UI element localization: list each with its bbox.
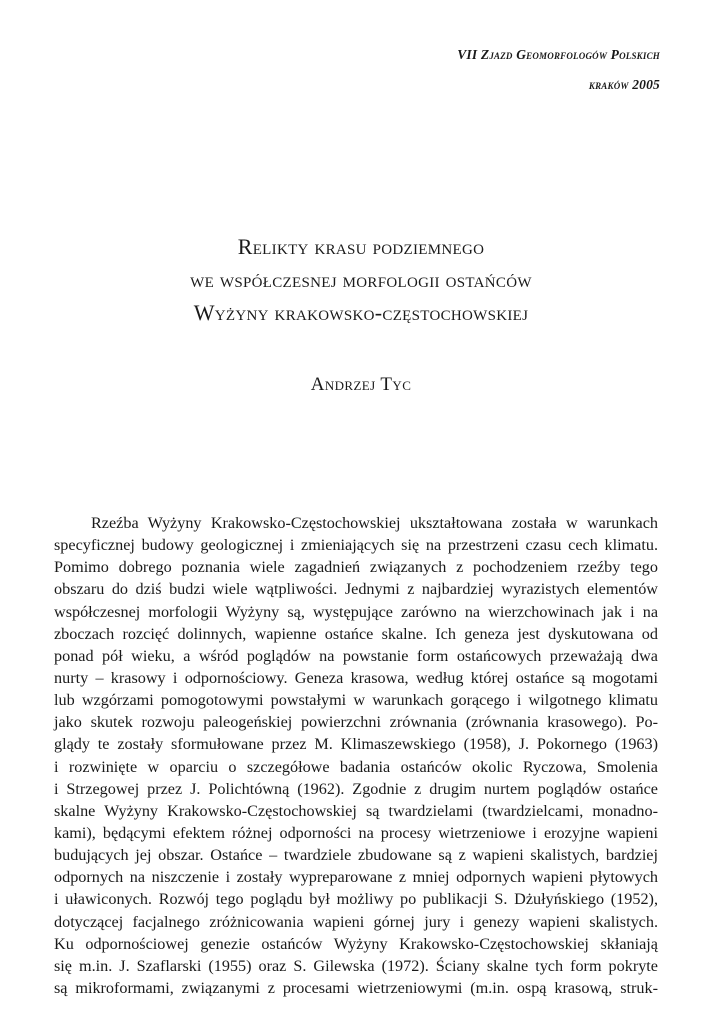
running-head-place-year: kraków 2005	[588, 77, 660, 92]
title-line: we współczesnej morfologii ostańców	[190, 267, 532, 292]
article-title	[0, 230, 722, 329]
author-name: Andrzej Tyc	[310, 374, 412, 395]
text-line: się m.in. J. Szaflarski (1955) oraz S. Gilewska (1972). Ściany skalne tych form pokryte	[54, 956, 658, 975]
text-line: współczesnej morfologii Wyżyny są, występujące zarówno na wierzchowinach jak i na	[54, 602, 658, 621]
text-line: Rzeźba Wyżyny Krakowsko-Częstochowskiej ukształtowana została w warunkach	[91, 514, 658, 532]
text-line: Ku odpornościowej genezie ostańców Wyżyny Krakowsko-Częstochowskiej skłaniają	[54, 934, 658, 953]
text-line: skalne Wyżyny Krakowsko-Częstochowskiej są twardzielami (twardzielcami, monadno-	[54, 801, 658, 820]
text-line: i Strzegowej przez J. Polichtówną (1962). Zgodnie z drugim nurtem poglądów ostańce	[54, 779, 658, 798]
text-line: ponad pół wieku, a wśród poglądów na powstanie form ostańcowych przeważają dwa	[54, 646, 658, 665]
running-head-conference: VII Zjazd Geomorfologów Polskich	[457, 47, 660, 62]
text-line: nurty – krasowy i odpornościowy. Geneza krasowa, według której ostańce są mogotami	[54, 668, 658, 687]
title-line: Wyżyny krakowsko-częstochowskiej	[193, 300, 529, 325]
text-line: odpornych na niszczenie i zostały wypreparowane z mniej odpornych wapieni płytowych	[54, 868, 658, 887]
text-line: glądy te zostały sformułowane przez M. Klimaszewskiego (1958), J. Pokornego (1963)	[54, 735, 658, 754]
text-line: i uławiconych. Rozwój tego poglądu był możliwy po publikacji S. Dżułyńskiego (1952),	[54, 890, 658, 909]
text-line: specyficznej budowy geologicznej i zmieniających się na przestrzeni czasu cech klimatu.	[54, 536, 658, 555]
text-line: są mikroformami, związanymi z procesami wietrzeniowymi (m.in. ospą krasową, struk-	[54, 978, 658, 997]
text-line: obszaru do dziś budzi wiele wątpliwości. Jednymi z najbardziej wyrazistych elementów	[54, 580, 658, 599]
body-paragraph	[54, 512, 658, 999]
title-line: Relikty krasu podziemnego	[237, 234, 485, 259]
text-line: dotyczącej facjalnego zróżnicowania wapieni górnej jury i genezy wapieni skalistych.	[54, 912, 658, 931]
text-line: lub wzgórzami pomogotowymi powstałymi w warunkach gorącego i wilgotnego klimatu	[54, 691, 658, 710]
text-line: budujących jej obszar. Ostańce – twardziele zbudowane są z wapieni skalistych, bardziej	[54, 846, 658, 865]
text-line: jako skutek rozwoju paleogeńskiej powierzchni zrównania (zrównania krasowego). Po-	[54, 713, 658, 732]
text-line: i rozwinięte w oparciu o szczegółowe badania ostańców okolic Ryczowa, Smolenia	[54, 757, 658, 776]
text-line: zboczach rozcięć dolinnych, wapienne ostańce skalne. Ich geneza jest dyskutowana od	[54, 624, 658, 643]
text-line: Pomimo dobrego poznania wiele zagadnień związanych z pochodzeniem rzeźby tego	[54, 558, 658, 577]
text-line: kami), będącymi efektem różnej odporności na procesy wietrzeniowe i erozyjne wapieni	[54, 823, 658, 842]
